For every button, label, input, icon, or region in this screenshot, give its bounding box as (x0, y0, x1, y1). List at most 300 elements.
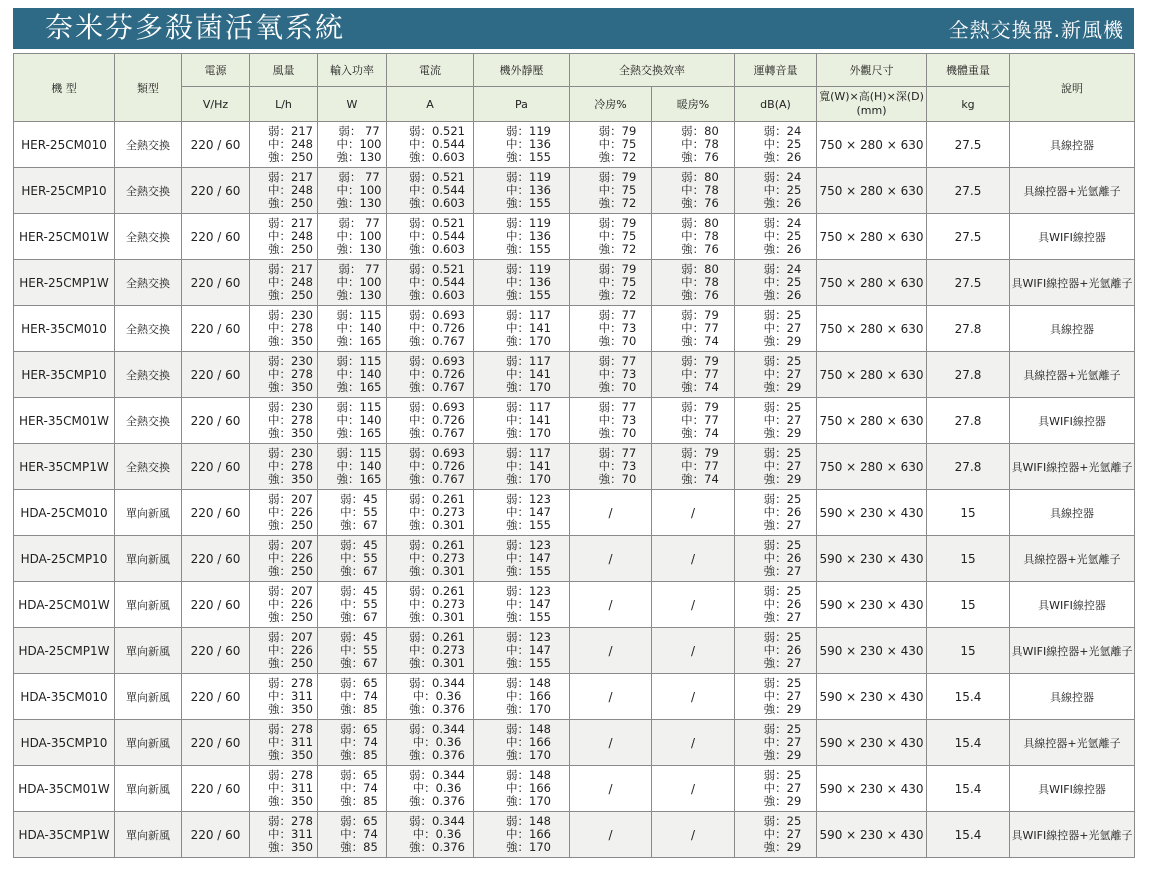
header-input-power: 輸入功率 (318, 54, 387, 87)
description-cell: 具線控器+光氫離子 (1010, 168, 1135, 214)
dimensions-cell: 590 × 230 × 430 (817, 582, 927, 628)
unit-dimensions (817, 87, 927, 122)
current-value: 中：0.544 (409, 275, 465, 289)
static-pressure-cell (474, 444, 570, 490)
heating-value: 強：74 (681, 426, 719, 440)
input-power-value: 強：165 (336, 380, 382, 394)
static-pressure-value: 強：155 (506, 656, 551, 670)
input-power-value: 中：140 (336, 459, 382, 473)
model-cell: HER-25CMP10 (14, 168, 115, 214)
dimensions-cell: 750 × 280 × 630 (817, 444, 927, 490)
header-static-pressure: 機外靜壓 (474, 54, 570, 87)
static-pressure-cell (474, 168, 570, 214)
static-pressure-value: 弱：119 (506, 216, 551, 230)
heating-value: 弱：80 (681, 124, 719, 138)
static-pressure-cell (474, 260, 570, 306)
weight-cell: 27.8 (927, 352, 1010, 398)
input-power-value: 強：130 (336, 150, 382, 164)
static-pressure-value: 中：141 (506, 459, 551, 473)
airflow-value: 弱：278 (268, 768, 313, 782)
noise-value: 中：27 (763, 781, 802, 795)
type-cell: 全熱交換 (115, 352, 182, 398)
static-pressure-value: 中：147 (506, 643, 551, 657)
current-value: 弱：0.344 (409, 722, 465, 736)
input-power-value: 強：67 (340, 518, 378, 532)
current-value: 強：0.603 (409, 242, 465, 256)
heating-cell: / (652, 582, 735, 628)
current-value: 中：0.36 (412, 781, 462, 795)
header-model: 機 型 (14, 54, 115, 122)
airflow-value: 強：250 (268, 150, 313, 164)
noise-cell (735, 766, 817, 812)
table-row (14, 122, 1135, 168)
airflow-cell (250, 720, 318, 766)
airflow-value: 強：250 (268, 518, 313, 532)
cooling-value: 強：70 (598, 472, 637, 486)
static-pressure-value: 弱：119 (506, 170, 551, 184)
dimensions-cell: 590 × 230 × 430 (817, 628, 927, 674)
noise-cell (735, 306, 817, 352)
noise-value: 強：29 (763, 334, 802, 348)
airflow-value: 弱：230 (268, 354, 313, 368)
header-type: 類型 (115, 54, 182, 122)
airflow-value: 中：226 (268, 551, 313, 565)
static-pressure-value: 中：136 (506, 275, 551, 289)
input-power-value: 中：140 (336, 413, 382, 427)
model-cell: HER-25CMP1W (14, 260, 115, 306)
heating-cell: / (652, 766, 735, 812)
current-value: 弱：0.261 (409, 584, 465, 598)
type-cell: 單向新風 (115, 490, 182, 536)
static-pressure-value: 弱：119 (506, 262, 551, 276)
airflow-cell (250, 260, 318, 306)
cooling-value: 強：72 (598, 242, 637, 256)
airflow-value: 弱：217 (268, 262, 313, 276)
cooling-value: 弱：77 (598, 400, 637, 414)
spec-table-body (14, 122, 1135, 858)
heating-value: 強：76 (681, 196, 719, 210)
description-cell: 具線控器 (1010, 674, 1135, 720)
type-cell: 單向新風 (115, 720, 182, 766)
spec-table (13, 53, 1135, 858)
input-power-value: 強：67 (340, 564, 378, 578)
power-cell: 220 / 60 (182, 720, 250, 766)
static-pressure-value: 強：155 (506, 518, 551, 532)
type-cell: 全熱交換 (115, 122, 182, 168)
input-power-value: 弱： 77 (338, 170, 380, 184)
power-cell: 220 / 60 (182, 628, 250, 674)
description-cell: 具WIFI線控器+光氫離子 (1010, 812, 1135, 858)
cooling-value: 中：75 (598, 183, 637, 197)
input-power-cell (318, 674, 387, 720)
heating-cell (652, 168, 735, 214)
unit-airflow: L/h (250, 87, 318, 122)
input-power-value: 弱：115 (336, 400, 382, 414)
static-pressure-value: 強：155 (506, 242, 551, 256)
current-value: 中：0.544 (409, 137, 465, 151)
noise-value: 弱：25 (763, 814, 802, 828)
input-power-value: 強：165 (336, 334, 382, 348)
page-title: 奈米芬多殺菌活氧系統 (45, 11, 346, 44)
model-cell: HDA-35CM010 (14, 674, 115, 720)
unit-dimensions-line2: (mm) (856, 104, 887, 117)
input-power-value: 弱：115 (336, 354, 382, 368)
cooling-cell (570, 398, 652, 444)
dimensions-cell: 590 × 230 × 430 (817, 720, 927, 766)
heating-value: 中：78 (681, 229, 719, 243)
input-power-value: 強：130 (336, 288, 382, 302)
description-cell: 具線控器 (1010, 122, 1135, 168)
input-power-cell (318, 444, 387, 490)
airflow-value: 中：278 (268, 413, 313, 427)
current-cell (387, 720, 474, 766)
description-cell: 具WIFI線控器 (1010, 766, 1135, 812)
input-power-value: 弱： 77 (338, 262, 380, 276)
cooling-value: 中：73 (598, 413, 637, 427)
current-cell (387, 674, 474, 720)
input-power-cell (318, 766, 387, 812)
input-power-cell (318, 352, 387, 398)
input-power-cell (318, 306, 387, 352)
weight-cell: 27.5 (927, 214, 1010, 260)
input-power-value: 中：55 (340, 551, 378, 565)
cooling-cell (570, 214, 652, 260)
input-power-cell (318, 812, 387, 858)
current-value: 弱：0.521 (409, 262, 465, 276)
power-cell: 220 / 60 (182, 122, 250, 168)
power-cell: 220 / 60 (182, 674, 250, 720)
noise-value: 中：25 (763, 183, 802, 197)
noise-value: 弱：25 (763, 722, 802, 736)
static-pressure-value: 弱：123 (506, 630, 551, 644)
static-pressure-value: 中：166 (506, 689, 551, 703)
noise-cell (735, 490, 817, 536)
heating-cell: / (652, 812, 735, 858)
static-pressure-value: 弱：117 (506, 446, 551, 460)
input-power-value: 中：140 (336, 321, 382, 335)
airflow-value: 強：250 (268, 196, 313, 210)
power-cell: 220 / 60 (182, 766, 250, 812)
description-cell: 具WIFI線控器 (1010, 214, 1135, 260)
static-pressure-cell (474, 582, 570, 628)
cooling-value: 中：75 (598, 229, 637, 243)
airflow-value: 弱：230 (268, 400, 313, 414)
airflow-value: 中：311 (268, 689, 313, 703)
static-pressure-value: 弱：123 (506, 492, 551, 506)
cooling-cell: / (570, 536, 652, 582)
input-power-value: 弱：45 (340, 630, 378, 644)
description-cell: 具線控器+光氫離子 (1010, 352, 1135, 398)
heating-cell: / (652, 490, 735, 536)
heating-value: 中：78 (681, 275, 719, 289)
airflow-cell (250, 582, 318, 628)
cooling-value: 強：72 (598, 288, 637, 302)
header-power: 電源 (182, 54, 250, 87)
static-pressure-value: 強：170 (506, 794, 551, 808)
current-value: 強：0.767 (409, 472, 465, 486)
input-power-value: 中：74 (340, 735, 378, 749)
type-cell: 全熱交換 (115, 214, 182, 260)
current-cell (387, 628, 474, 674)
current-cell (387, 306, 474, 352)
static-pressure-value: 強：170 (506, 748, 551, 762)
weight-cell: 15 (927, 490, 1010, 536)
input-power-cell (318, 720, 387, 766)
current-value: 強：0.376 (409, 702, 465, 716)
noise-cell (735, 260, 817, 306)
heating-cell (652, 260, 735, 306)
table-row (14, 766, 1135, 812)
noise-value: 中：27 (763, 459, 802, 473)
input-power-value: 強：85 (340, 794, 378, 808)
input-power-value: 強：85 (340, 840, 378, 854)
noise-value: 弱：24 (763, 262, 802, 276)
airflow-value: 中：311 (268, 735, 313, 749)
airflow-value: 強：350 (268, 840, 313, 854)
noise-value: 弱：25 (763, 354, 802, 368)
current-value: 中：0.726 (409, 459, 465, 473)
noise-value: 強：27 (763, 564, 802, 578)
noise-value: 弱：24 (763, 170, 802, 184)
current-value: 中：0.273 (409, 505, 465, 519)
noise-value: 弱：25 (763, 446, 802, 460)
dimensions-cell: 750 × 280 × 630 (817, 168, 927, 214)
noise-value: 強：27 (763, 610, 802, 624)
heating-cell (652, 214, 735, 260)
input-power-cell (318, 490, 387, 536)
cooling-value: 弱：77 (598, 308, 637, 322)
noise-value: 中：26 (763, 597, 802, 611)
current-value: 中：0.273 (409, 643, 465, 657)
current-value: 弱：0.344 (409, 814, 465, 828)
heating-value: 弱：79 (681, 354, 719, 368)
heating-value: 弱：79 (681, 446, 719, 460)
dimensions-cell: 750 × 280 × 630 (817, 398, 927, 444)
table-row (14, 720, 1135, 766)
cooling-value: 弱：79 (598, 216, 637, 230)
dimensions-cell: 750 × 280 × 630 (817, 260, 927, 306)
input-power-value: 中：100 (336, 275, 382, 289)
power-cell: 220 / 60 (182, 398, 250, 444)
airflow-value: 強：250 (268, 610, 313, 624)
header-dimensions: 外觀尺寸 (817, 54, 927, 87)
static-pressure-value: 強：170 (506, 426, 551, 440)
airflow-value: 中：248 (268, 183, 313, 197)
input-power-value: 中：74 (340, 689, 378, 703)
table-row (14, 536, 1135, 582)
input-power-value: 強：67 (340, 610, 378, 624)
weight-cell: 27.5 (927, 260, 1010, 306)
heating-value: 強：76 (681, 150, 719, 164)
heating-value: 強：74 (681, 380, 719, 394)
heating-value: 弱：80 (681, 170, 719, 184)
heating-value: 中：78 (681, 137, 719, 151)
static-pressure-cell (474, 812, 570, 858)
current-cell (387, 122, 474, 168)
current-cell (387, 812, 474, 858)
airflow-value: 強：250 (268, 288, 313, 302)
heating-cell: / (652, 674, 735, 720)
heating-value: 弱：79 (681, 400, 719, 414)
description-cell: 具線控器 (1010, 490, 1135, 536)
airflow-value: 強：350 (268, 472, 313, 486)
weight-cell: 15.4 (927, 812, 1010, 858)
airflow-value: 中：311 (268, 781, 313, 795)
cooling-value: 強：72 (598, 196, 637, 210)
airflow-value: 中：248 (268, 137, 313, 151)
airflow-value: 中：226 (268, 597, 313, 611)
current-value: 弱：0.521 (409, 124, 465, 138)
current-cell (387, 260, 474, 306)
current-value: 中：0.544 (409, 183, 465, 197)
header-weight: 機體重量 (927, 54, 1010, 87)
current-cell (387, 766, 474, 812)
input-power-value: 弱：115 (336, 308, 382, 322)
cooling-value: 中：75 (598, 275, 637, 289)
input-power-value: 弱：65 (340, 814, 378, 828)
description-cell: 具線控器+光氫離子 (1010, 720, 1135, 766)
cooling-value: 中：73 (598, 321, 637, 335)
input-power-value: 弱：45 (340, 538, 378, 552)
airflow-value: 中：226 (268, 643, 313, 657)
weight-cell: 15.4 (927, 766, 1010, 812)
header-current: 電流 (387, 54, 474, 87)
description-cell: 具線控器+光氫離子 (1010, 536, 1135, 582)
airflow-value: 中：248 (268, 275, 313, 289)
cooling-value: 弱：79 (598, 262, 637, 276)
cooling-value: 強：72 (598, 150, 637, 164)
current-cell (387, 444, 474, 490)
static-pressure-value: 強：155 (506, 150, 551, 164)
airflow-value: 弱：278 (268, 722, 313, 736)
static-pressure-value: 弱：148 (506, 722, 551, 736)
airflow-value: 中：248 (268, 229, 313, 243)
model-cell: HER-35CM010 (14, 306, 115, 352)
airflow-cell (250, 214, 318, 260)
current-value: 弱：0.261 (409, 492, 465, 506)
type-cell: 全熱交換 (115, 260, 182, 306)
static-pressure-value: 中：147 (506, 505, 551, 519)
airflow-value: 弱：217 (268, 124, 313, 138)
cooling-cell: / (570, 720, 652, 766)
type-cell: 單向新風 (115, 628, 182, 674)
static-pressure-value: 強：170 (506, 840, 551, 854)
current-value: 強：0.301 (409, 518, 465, 532)
cooling-cell: / (570, 812, 652, 858)
heating-cell (652, 352, 735, 398)
static-pressure-value: 中：147 (506, 597, 551, 611)
header-efficiency: 全熱交換效率 (570, 54, 735, 87)
noise-value: 弱：25 (763, 492, 802, 506)
static-pressure-value: 強：170 (506, 702, 551, 716)
noise-value: 中：27 (763, 367, 802, 381)
static-pressure-value: 弱：148 (506, 676, 551, 690)
input-power-value: 中：100 (336, 183, 382, 197)
unit-weight: kg (927, 87, 1010, 122)
input-power-value: 強：130 (336, 196, 382, 210)
cooling-cell (570, 306, 652, 352)
noise-cell (735, 674, 817, 720)
description-cell: 具WIFI線控器 (1010, 398, 1135, 444)
input-power-value: 弱：115 (336, 446, 382, 460)
current-value: 弱：0.261 (409, 630, 465, 644)
current-value: 中：0.36 (412, 735, 462, 749)
cooling-cell (570, 260, 652, 306)
title-banner (13, 8, 1134, 49)
current-value: 中：0.273 (409, 597, 465, 611)
input-power-value: 強：85 (340, 748, 378, 762)
heating-value: 中：78 (681, 183, 719, 197)
current-value: 弱：0.693 (409, 354, 465, 368)
static-pressure-cell (474, 352, 570, 398)
heating-value: 弱：80 (681, 216, 719, 230)
power-cell: 220 / 60 (182, 306, 250, 352)
input-power-value: 弱：65 (340, 676, 378, 690)
static-pressure-value: 中：166 (506, 781, 551, 795)
noise-value: 中：27 (763, 321, 802, 335)
cooling-cell: / (570, 582, 652, 628)
model-cell: HER-25CM010 (14, 122, 115, 168)
unit-heating: 暖房% (652, 87, 735, 122)
type-cell: 全熱交換 (115, 168, 182, 214)
static-pressure-value: 弱：117 (506, 354, 551, 368)
type-cell: 單向新風 (115, 766, 182, 812)
table-row (14, 812, 1135, 858)
static-pressure-value: 中：166 (506, 735, 551, 749)
power-cell: 220 / 60 (182, 168, 250, 214)
current-value: 弱：0.344 (409, 676, 465, 690)
airflow-cell (250, 444, 318, 490)
dimensions-cell: 590 × 230 × 430 (817, 812, 927, 858)
airflow-cell (250, 168, 318, 214)
noise-cell (735, 812, 817, 858)
heating-value: 強：74 (681, 334, 719, 348)
input-power-value: 強：130 (336, 242, 382, 256)
airflow-value: 弱：207 (268, 584, 313, 598)
unit-power: V/Hz (182, 87, 250, 122)
static-pressure-value: 中：141 (506, 367, 551, 381)
static-pressure-value: 弱：148 (506, 814, 551, 828)
cooling-value: 中：73 (598, 459, 637, 473)
current-value: 強：0.603 (409, 288, 465, 302)
noise-value: 中：27 (763, 827, 802, 841)
input-power-value: 弱：65 (340, 768, 378, 782)
input-power-value: 弱：45 (340, 584, 378, 598)
input-power-value: 弱： 77 (338, 124, 380, 138)
airflow-cell (250, 306, 318, 352)
model-cell: HER-35CMP10 (14, 352, 115, 398)
model-cell: HDA-25CMP1W (14, 628, 115, 674)
input-power-value: 中：55 (340, 643, 378, 657)
current-cell (387, 490, 474, 536)
model-cell: HDA-35CMP1W (14, 812, 115, 858)
airflow-value: 強：350 (268, 748, 313, 762)
noise-cell (735, 214, 817, 260)
description-cell: 具WIFI線控器+光氫離子 (1010, 444, 1135, 490)
static-pressure-value: 中：136 (506, 229, 551, 243)
heating-cell: / (652, 720, 735, 766)
input-power-value: 中：140 (336, 367, 382, 381)
input-power-cell (318, 260, 387, 306)
current-value: 中：0.726 (409, 321, 465, 335)
current-cell (387, 582, 474, 628)
noise-value: 強：29 (763, 426, 802, 440)
static-pressure-value: 中：136 (506, 183, 551, 197)
unit-input-power: W (318, 87, 387, 122)
type-cell: 單向新風 (115, 812, 182, 858)
table-row (14, 444, 1135, 490)
heating-value: 強：76 (681, 288, 719, 302)
